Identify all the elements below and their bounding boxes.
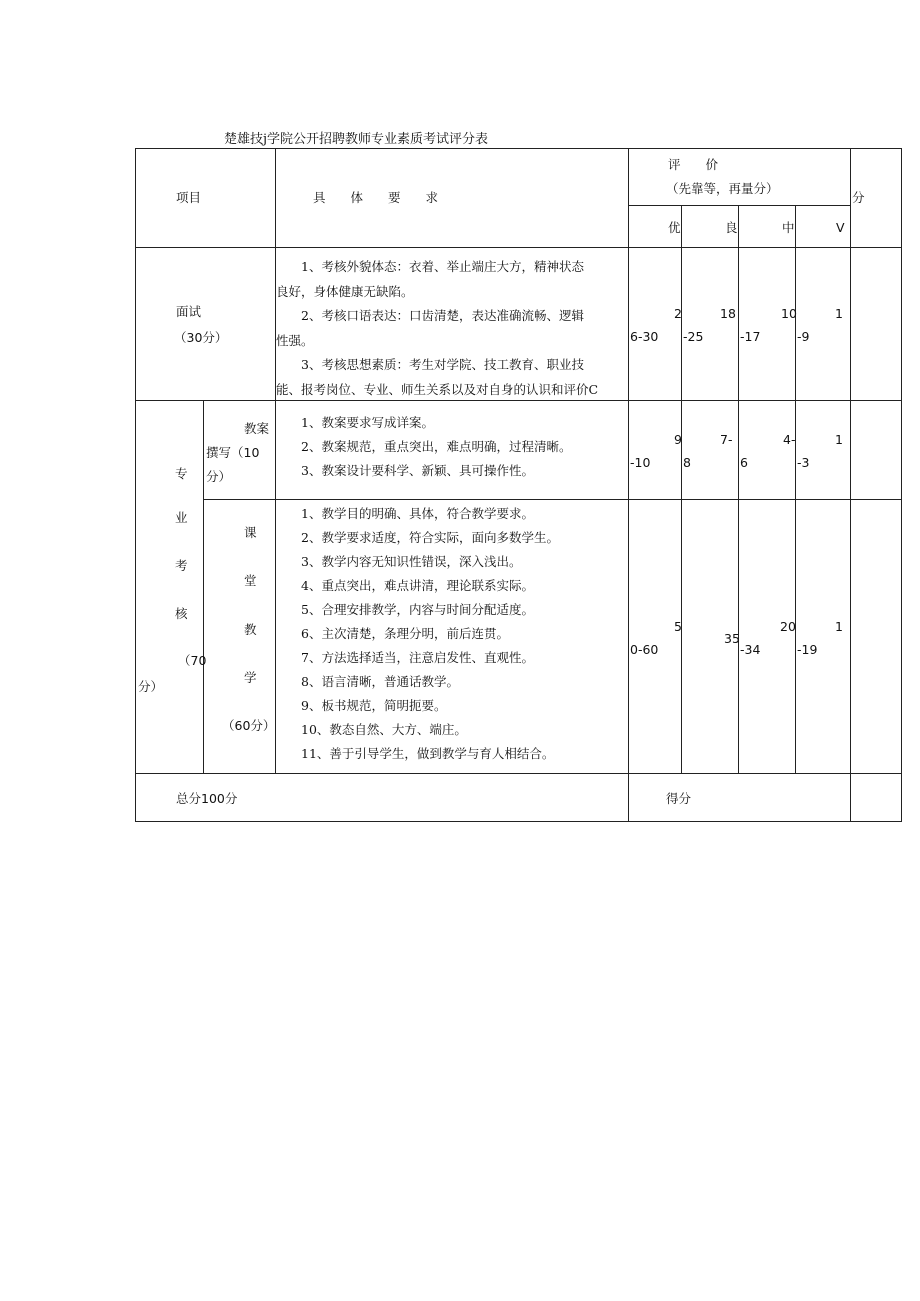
requirement-line: 10、教态自然、大方、端庄。 xyxy=(276,722,467,737)
lesson-plan-label-c: 分） xyxy=(206,469,232,484)
grid-line xyxy=(135,247,902,248)
requirement-line: 6、主次清楚，条理分明，前后连贯。 xyxy=(276,626,509,641)
grid-line xyxy=(135,773,902,774)
requirement-line: 7、方法选择适当，注意启发性、直观性。 xyxy=(276,650,534,665)
grade-range-bottom: -17 xyxy=(740,329,761,344)
grade-range-bottom: -10 xyxy=(630,455,651,470)
requirement-line: 2、考核口语表达：口齿清楚，表达准确流畅、逻辑 xyxy=(276,308,584,323)
grade-range-top: 5 xyxy=(674,619,682,634)
requirement-line: 能、报考岗位、专业、师生关系以及对自身的认识和评价C xyxy=(276,381,599,397)
professional-points-b: 分） xyxy=(138,679,164,694)
grade-range-bottom: 6-30 xyxy=(630,329,659,344)
teaching-label-char: 学 xyxy=(244,670,257,685)
requirement-line: 1、教案要求写成详案。 xyxy=(276,415,434,430)
requirement-line: 8、语言清晰，普通话教学。 xyxy=(276,674,459,689)
professional-label-char: 专 xyxy=(175,466,188,481)
grade-good: 良 xyxy=(725,220,738,235)
requirement-line: 1、考核外貌体态：衣着、举止端庄大方，精神状态 xyxy=(276,259,584,274)
lesson-plan-label-a: 教案 xyxy=(244,421,270,436)
grade-range-bottom: -34 xyxy=(740,642,761,657)
grade-range-top: 1 xyxy=(835,432,843,447)
grade-range-bottom: -25 xyxy=(683,329,704,344)
obtained-score-label: 得分 xyxy=(666,791,692,806)
grade-range-top: 7- xyxy=(720,432,733,447)
grade-range-top: 18 xyxy=(720,306,736,321)
grade-poor: V xyxy=(836,220,845,235)
requirement-line: 3、教案设计要科学、新颖、具可操作性。 xyxy=(276,463,534,478)
interview-points: （30分） xyxy=(174,330,228,345)
grid-line xyxy=(203,400,204,773)
professional-label-char: 核 xyxy=(175,606,188,621)
grade-range-top: 35 xyxy=(724,631,740,646)
grade-range-bottom: -19 xyxy=(797,642,818,657)
grid-line xyxy=(681,205,682,773)
grade-range-top: 2 xyxy=(674,306,682,321)
teaching-points: （60分） xyxy=(222,718,276,733)
requirement-line: 2、教案规范，重点突出，难点明确，过程清晰。 xyxy=(276,439,572,454)
grade-range-top: 20 xyxy=(780,619,796,634)
requirement-line: 良好，身体健康无缺陷。 xyxy=(276,283,414,299)
teaching-label-char: 教 xyxy=(244,622,257,637)
grid-line xyxy=(738,205,739,773)
grid-line xyxy=(795,205,796,773)
requirement-line: 5、合理安排教学，内容与时间分配适度。 xyxy=(276,602,534,617)
grid-line xyxy=(628,148,629,822)
header-evaluation-note: （先靠等，再量分） xyxy=(666,181,779,196)
header-requirements: 具 体 要 求 xyxy=(313,190,439,205)
requirement-line: 性强。 xyxy=(276,332,314,348)
grid-line xyxy=(203,499,902,500)
interview-requirements xyxy=(276,255,628,402)
teaching-label-char: 课 xyxy=(244,525,257,540)
professional-label-char: 业 xyxy=(175,510,188,525)
header-item: 项目 xyxy=(176,190,202,205)
header-score: 分 xyxy=(852,190,865,205)
teaching-label-char: 堂 xyxy=(244,573,257,588)
grade-range-top: 4- xyxy=(783,432,796,447)
document-title: 楚雄技j学院公开招聘教师专业素质考试评分表 xyxy=(224,132,489,147)
grade-range-bottom: 6 xyxy=(740,455,748,470)
grade-range-top: 1 xyxy=(835,619,843,634)
grade-range-top: 10 xyxy=(781,306,797,321)
lesson-plan-requirements xyxy=(276,411,628,483)
grade-range-bottom: -3 xyxy=(797,455,810,470)
grade-average: 中 xyxy=(782,220,795,235)
header-evaluation: 评 价 xyxy=(668,157,719,172)
requirement-line: 4、重点突出，难点讲清，理论联系实际。 xyxy=(276,578,534,593)
total-score-label: 总分100分 xyxy=(176,791,238,806)
interview-label: 面试 xyxy=(176,304,202,319)
grade-range-bottom: -9 xyxy=(797,329,810,344)
grid-line xyxy=(628,205,850,206)
requirement-line: 11、善于引导学生，做到教学与育人相结合。 xyxy=(276,746,555,761)
grid-line xyxy=(850,148,851,822)
grade-range-bottom: 0-60 xyxy=(630,642,659,657)
requirement-line: 3、教学内容无知识性错误，深入浅出。 xyxy=(276,554,522,569)
requirement-line: 9、板书规范，简明扼要。 xyxy=(276,698,447,713)
lesson-plan-label-b: 撰写（10 xyxy=(206,445,260,460)
requirement-line: 3、考核思想素质：考生对学院、技工教育、职业技 xyxy=(276,357,584,372)
requirement-line: 1、教学目的明确、具体，符合教学要求。 xyxy=(276,506,534,521)
grade-range-top: 9 xyxy=(674,432,682,447)
grade-range-bottom: 8 xyxy=(683,455,691,470)
grade-excellent: 优 xyxy=(668,220,681,235)
professional-points-a: （70 xyxy=(178,653,207,668)
teaching-requirements xyxy=(276,502,628,766)
requirement-line: 2、教学要求适度，符合实际，面向多数学生。 xyxy=(276,530,559,545)
professional-label-char: 考 xyxy=(175,558,188,573)
grade-range-top: 1 xyxy=(835,306,843,321)
